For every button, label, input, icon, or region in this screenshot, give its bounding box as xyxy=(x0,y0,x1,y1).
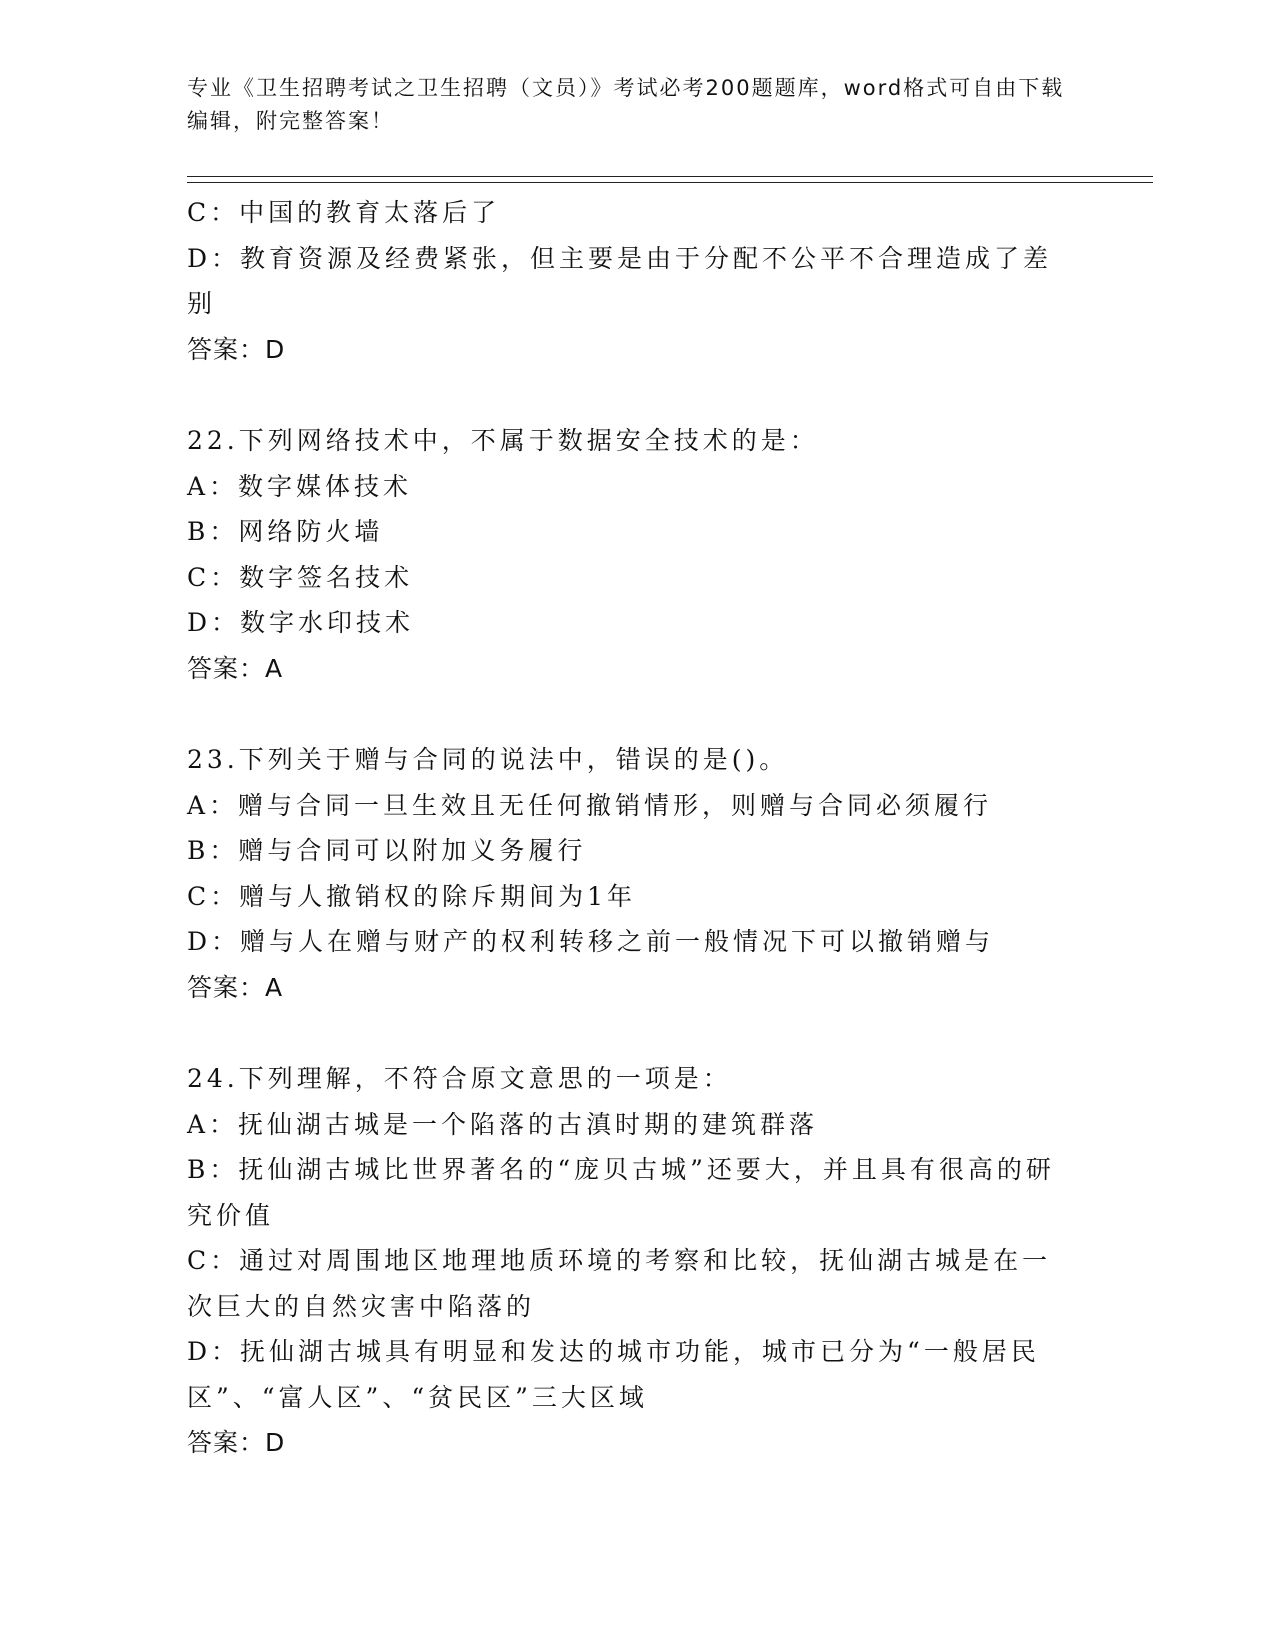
option-d: D：赠与人在赠与财产的权利转移之前一般情况下可以撤销赠与 xyxy=(187,927,995,956)
option-c: C：赠与人撤销权的除斥期间为1年 xyxy=(187,881,637,911)
question-22 xyxy=(187,418,1077,691)
option-b: B：抚仙湖古城比世界著名的“庞贝古城”还要大，并且具有很高的研究价值 xyxy=(187,1155,1055,1230)
question-24 xyxy=(187,1056,1077,1466)
document-header: 专业《卫生招聘考试之卫生招聘（文员）》考试必考200题题库，word格式可自由下载编辑，附完整答案！ xyxy=(187,76,1065,133)
answer-line: 答案：D xyxy=(187,334,286,364)
answer-line: 答案：D xyxy=(187,1428,286,1457)
answer-line: 答案：A xyxy=(187,972,284,1002)
question-23 xyxy=(187,737,1077,1010)
question-stem: 24.下列理解，不符合原文意思的一项是： xyxy=(187,1064,732,1093)
header-rule-top xyxy=(187,176,1153,177)
header-rule-bottom xyxy=(187,182,1153,183)
question-continuation xyxy=(187,190,1077,372)
question-stem: 23.下列关于赠与合同的说法中，错误的是()。 xyxy=(187,745,789,774)
option-b: B：网络防火墙 xyxy=(187,517,384,546)
question-list xyxy=(187,190,1077,1466)
question-stem: 22.下列网络技术中，不属于数据安全技术的是： xyxy=(187,426,819,455)
option-d: D：教育资源及经费紧张，但主要是由于分配不公平不合理造成了差别 xyxy=(187,243,1053,318)
option-d: D：数字水印技术 xyxy=(187,608,415,637)
option-c: C：数字签名技术 xyxy=(187,562,414,592)
answer-line: 答案：A xyxy=(187,653,284,683)
option-c: C：中国的教育太落后了 xyxy=(187,198,501,227)
option-c: C：通过对周围地区地理地质环境的考察和比较，抚仙湖古城是在一次巨大的自然灾害中陷落的 xyxy=(187,1246,1052,1321)
option-d: D：抚仙湖古城具有明显和发达的城市功能，城市已分为“一般居民区”、“富人区”、“贫民区”三大区域 xyxy=(187,1337,1040,1412)
option-a: A：抚仙湖古城是一个陷落的古滇时期的建筑群落 xyxy=(187,1109,819,1139)
option-b: B：赠与合同可以附加义务履行 xyxy=(187,836,587,865)
option-a: A：数字媒体技术 xyxy=(187,471,413,501)
option-a: A：赠与合同一旦生效且无任何撤销情形，则赠与合同必须履行 xyxy=(187,790,993,820)
